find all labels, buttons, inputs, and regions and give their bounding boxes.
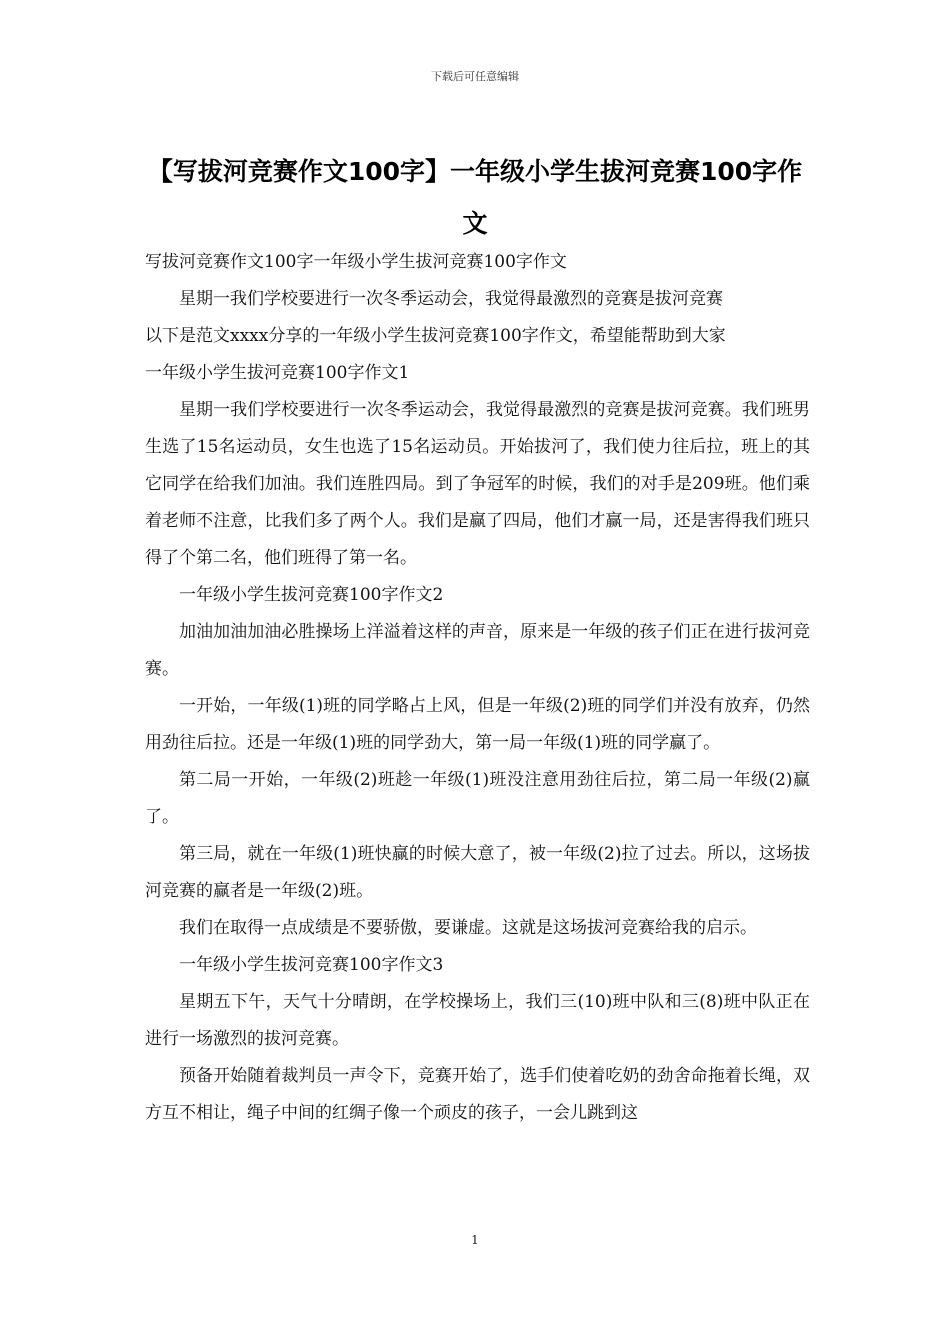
paragraph: 星期一我们学校要进行一次冬季运动会，我觉得最激烈的竞赛是拔河竞赛 [179,289,723,309]
document-body [145,244,810,1132]
paragraph: 一年级小学生拔河竞赛100字作文1 [145,363,410,383]
page-number: 1 [471,1233,479,1247]
paragraph: 加油加油加油必胜操场上洋溢着这样的声音，原来是一年级的孩子们正在进行拔河竞赛。 [145,622,810,679]
paragraph: 写拔河竞赛作文100字一年级小学生拔河竞赛100字作文 [145,252,567,272]
paragraph: 第二局一开始，一年级(2)班趁一年级(1)班没注意用劲往后拉，第二局一年级(2)赢了。 [145,770,810,827]
paragraph: 第三局，就在一年级(1)班快赢的时候大意了，被一年级(2)拉了过去。所以，这场拔河竞赛的赢者是一年级(2)班。 [145,844,810,901]
header-note: 下载后可任意编辑 [431,70,519,83]
paragraph: 星期五下午，天气十分晴朗，在学校操场上，我们三(10)班中队和三(8)班中队正在进行一场激烈的拔河竞赛。 [145,992,810,1049]
document-title: 【写拔河竞赛作文100字】一年级小学生拔河竞赛100字作文 [147,157,803,238]
section-heading: 一年级小学生拔河竞赛100字作文3 [179,955,444,975]
paragraph: 一开始，一年级(1)班的同学略占上风，但是一年级(2)班的同学们并没有放弃，仍然用劲往后拉。还是一年级(1)班的同学劲大，第一局一年级(1)班的同学赢了。 [145,696,810,753]
paragraph: 我们在取得一点成绩是不要骄傲，要谦虚。这就是这场拔河竞赛给我的启示。 [179,918,757,938]
paragraph: 以下是范文xxxx分享的一年级小学生拔河竞赛100字作文，希望能帮助到大家 [145,326,726,346]
paragraph: 星期一我们学校要进行一次冬季运动会，我觉得最激烈的竞赛是拔河竞赛。我们班男生选了15名运动员，女生也选了15名运动员。开始拔河了，我们使力往后拉，班上的其它同学在给我们加油。我们连胜四局。到了争冠军的时候，我们的对手是209班。他们乘着老师不注意，比我们多了两个人。我们是赢了四局，他们才赢一局，还是害得我们班只得了个第二名，他们班得了第一名。 [145,400,810,568]
paragraph: 预备开始随着裁判员一声令下，竞赛开始了，选手们使着吃奶的劲舍命拖着长绳，双方互不相让，绳子中间的红绸子像一个顽皮的孩子，一会儿跳到这 [145,1066,810,1123]
section-heading: 一年级小学生拔河竞赛100字作文2 [179,585,444,605]
